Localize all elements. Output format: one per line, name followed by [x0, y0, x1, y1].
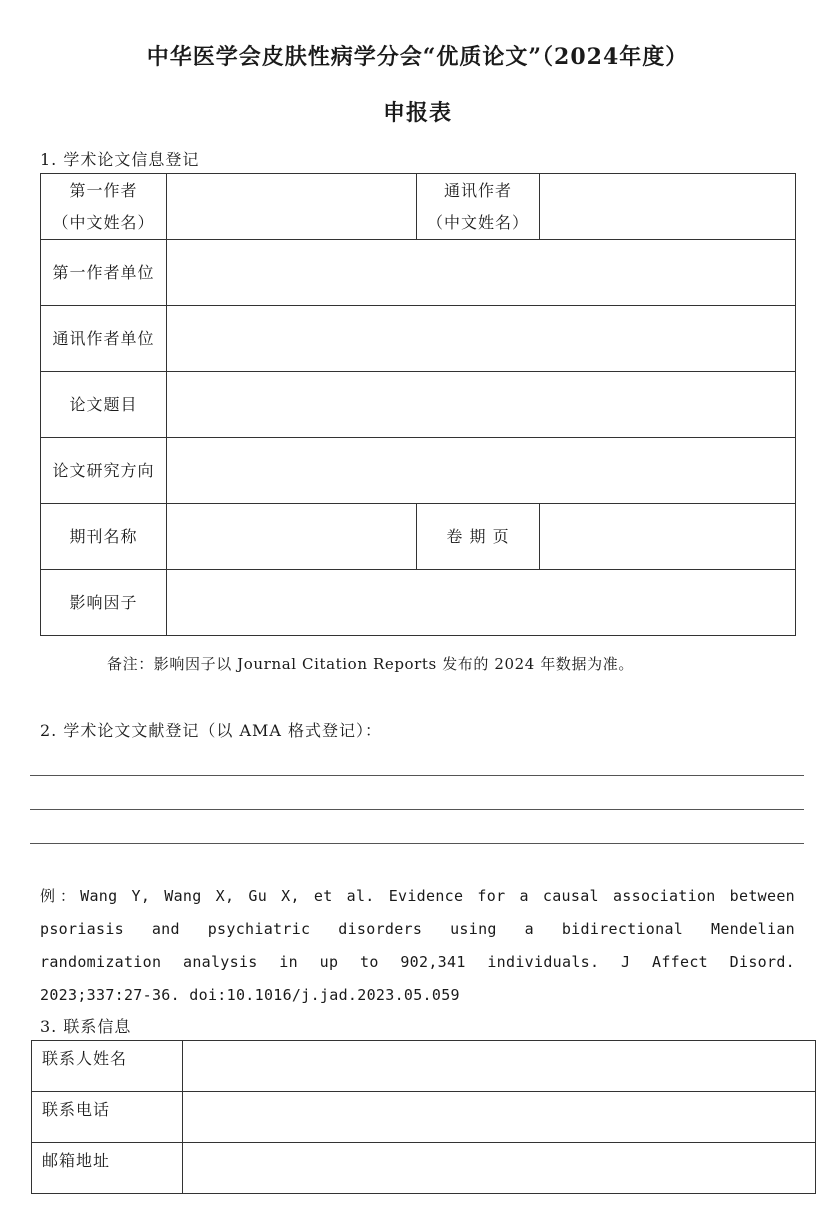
email-label: 邮箱地址 — [32, 1143, 183, 1194]
first-author-field[interactable] — [167, 174, 417, 240]
journal-name-label: 期刊名称 — [41, 504, 167, 570]
section-1-heading: 1. 学术论文信息登记 — [40, 150, 200, 169]
research-direction-label: 论文研究方向 — [41, 438, 167, 504]
section-3-heading: 3. 联系信息 — [40, 1017, 132, 1036]
corresponding-author-unit-field[interactable] — [167, 306, 796, 372]
form-title: 中华医学会皮肤性病学分会“优质论文”（2024年度） — [146, 44, 689, 70]
impact-factor-note: 备注：影响因子以 Journal Citation Reports 发布的 2024 年数据为准。 — [107, 655, 634, 673]
journal-name-field[interactable] — [167, 504, 417, 570]
reference-example — [40, 880, 795, 1012]
section-2-heading: 2. 学术论文文献登记（以 AMA 格式登记）： — [40, 721, 383, 740]
table-row — [32, 1092, 816, 1143]
contact-phone-label: 联系电话 — [32, 1092, 183, 1143]
impact-factor-label: 影响因子 — [41, 570, 167, 636]
corresponding-author-field[interactable] — [540, 174, 796, 240]
example-text: Wang Y, Wang X, Gu X, et al. Evidence for a causal association between psoriasis and psychiatric disorders using a bidirectional Mendelian randomization analysis in up to 902,341 individuals. J Affect Disord. 2023;337:27-36. doi:10.1016/j.jad.2023.05.059 — [40, 887, 795, 1004]
paper-title-field[interactable] — [167, 372, 796, 438]
volume-issue-page-field[interactable] — [540, 504, 796, 570]
example-label: 例： — [40, 887, 81, 905]
corresponding-author-unit-label: 通讯作者单位 — [41, 306, 167, 372]
reference-line-3[interactable] — [30, 843, 804, 844]
contact-phone-field[interactable] — [183, 1092, 816, 1143]
contact-info-table — [31, 1040, 816, 1194]
contact-name-label: 联系人姓名 — [32, 1041, 183, 1092]
volume-issue-page-label: 卷 期 页 — [417, 504, 540, 570]
first-author-label-line2: （中文姓名） — [52, 212, 155, 232]
contact-name-field[interactable] — [183, 1041, 816, 1092]
corresponding-author-label-line2: （中文姓名） — [426, 212, 529, 232]
table-row — [32, 1041, 816, 1092]
first-author-unit-label: 第一作者单位 — [41, 240, 167, 306]
table-row — [41, 240, 796, 306]
form-subtitle: 申报表 — [382, 100, 452, 126]
table-row — [41, 174, 796, 240]
reference-line-1[interactable] — [30, 775, 804, 776]
table-row — [41, 438, 796, 504]
corresponding-author-label-line1: 通讯作者 — [443, 180, 512, 200]
table-row — [41, 570, 796, 636]
corresponding-author-label — [417, 174, 540, 240]
paper-title-label: 论文题目 — [41, 372, 167, 438]
email-field[interactable] — [183, 1143, 816, 1194]
reference-line-2[interactable] — [30, 809, 804, 810]
table-row — [41, 504, 796, 570]
paper-info-table — [40, 173, 796, 636]
research-direction-field[interactable] — [167, 438, 796, 504]
table-row — [41, 306, 796, 372]
first-author-label — [41, 174, 167, 240]
table-row — [41, 372, 796, 438]
table-row — [32, 1143, 816, 1194]
impact-factor-field[interactable] — [167, 570, 796, 636]
first-author-label-line1: 第一作者 — [69, 180, 138, 200]
first-author-unit-field[interactable] — [167, 240, 796, 306]
